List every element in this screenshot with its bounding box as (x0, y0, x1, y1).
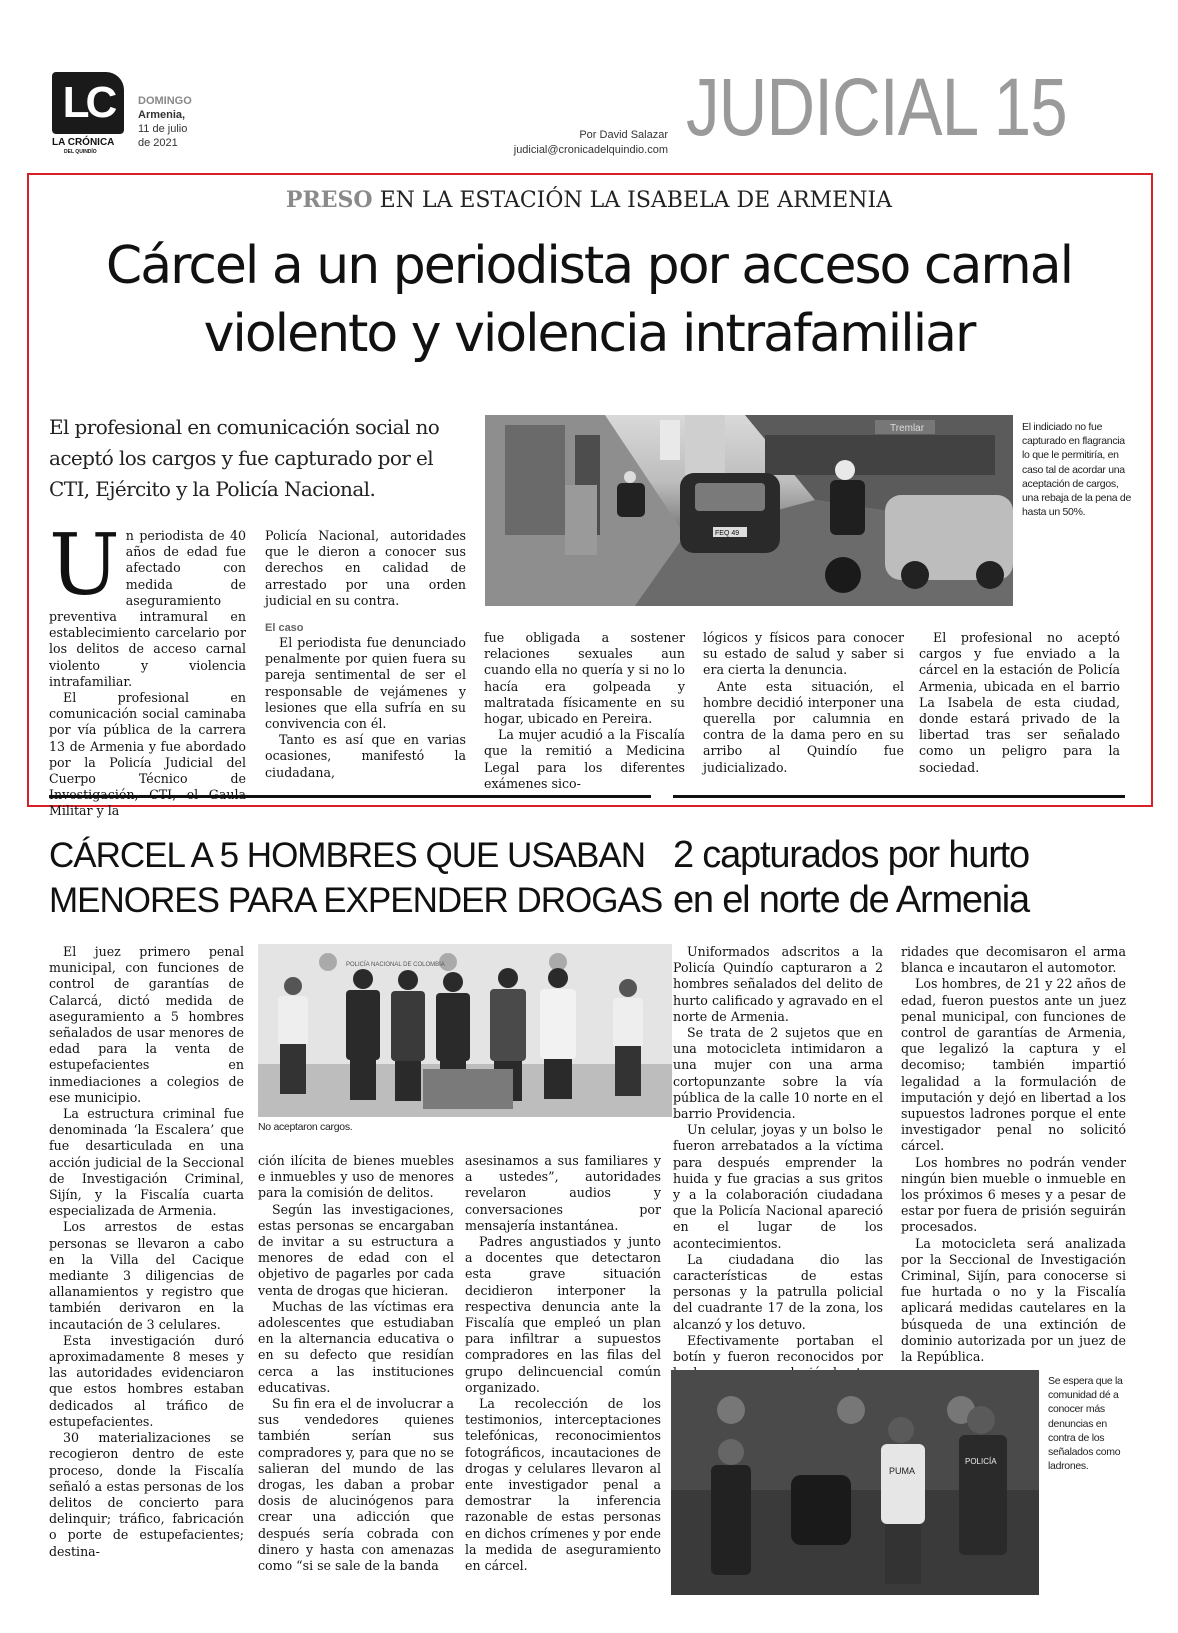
story2-col1-para3: Los arrestos de estas personas se llevaron a cabo en la Villa del Cacique mediante 3 diligencias de allanamientos y registro que también derivaron en la incautación de 3 celulares. (49, 1219, 244, 1332)
byline-email: judicial@cronicadelquindio.com (513, 144, 668, 156)
story3-col2-para4: La motocicleta será analizada por la Seccional de Investigación Criminal, Sijín, para conocerse si fue hurtada o no y la Fiscalía aplicará medidas cautelares en la búsqueda de una extinción de dominio autorizada por un juez de la República. (901, 1235, 1126, 1365)
street-photo-illustration (485, 415, 1013, 606)
main-deck: El profesional en comunicación social no aceptó los cargos y fue capturado por el CTI, Ejército y la Policía Nacional. (49, 415, 440, 501)
story2-col3-para2: Padres angustiados y junto a docentes que detectaron esta grave situación decidieron interponer la respectiva denuncia ante la Fiscalía que empleó un plan para infiltrar a supuestos compradores en las filas del grupo delincuencial común organizado. (465, 1234, 661, 1395)
story3-col2-para1: ridades que decomisaron el arma blanca e incautaron el automotor. (901, 944, 1126, 976)
main-headline (40, 232, 1138, 368)
dateline-city: Armenia, (138, 109, 186, 121)
story3-headline (673, 833, 1143, 923)
street-photo (485, 415, 1013, 606)
arrest-photo-2-caption: Se espera que la comunidad dé a conocer más denuncias en contra de los señalados como ladrones. (1048, 1375, 1123, 1473)
arrest-photo-2 (671, 1370, 1039, 1595)
divider-left (49, 795, 651, 798)
story3-headline-line1: 2 capturados por hurto (673, 834, 1029, 876)
story3-col1-para5: Efectivamente portaban el botín y fueron reconocidos por (673, 1332, 883, 1365)
main-column-1 (49, 516, 246, 820)
main-col1-para1: n periodista de 40 años de edad fue afectado con medida de aseguramiento preventiva intramural en establecimiento carcelario por los delitos de acceso carnal violento y violencia intrafamiliar. (49, 528, 246, 689)
shirt-text: PUMA (889, 1466, 916, 1476)
police-vest-text: POLICÍA (965, 1457, 997, 1466)
newspaper-logo: LC (52, 72, 124, 134)
section-title: JUDICIAL 15 (686, 62, 1067, 153)
story2-col2-para4: Su fin era el de involucrar a sus vendedores quienes también serían sus compradores y, para que no se salieran del mundo de las drogas, les daban a probar dosis de alucinógenos para crear una adicción que después sería cobrada con dinero y hasta con amenazas como “si se sale de la banda (258, 1396, 454, 1574)
main-col3-para1: fue obligada a sostener relaciones sexuales aun cuando ella no quería y si no lo hacía era golpeada y maltratada físicamente en su hogar, ubicado en Pereira. (484, 630, 685, 727)
dateline (138, 94, 192, 150)
main-col5-para1: El profesional no aceptó cargos y fue enviado a la cárcel en la estación de Policía Armenia, ubicada en el barrio La Isabela de esta ciudad, donde estará privado de la libertad tras ser señalado como un peligro para la sociedad. (919, 630, 1120, 775)
story2-column-3 (465, 1153, 661, 1574)
byline (514, 128, 668, 158)
newspaper-subname: DEL QUINDÍO (64, 149, 97, 155)
story2-col2-para3: Muchas de las víctimas era adolescentes que estudiaban en la alternancia educativa o en su defecto que residían cerca a las instituciones educativas. (258, 1298, 454, 1395)
story2-col1-para1: El juez primero penal municipal, con funciones de control de garantías de Calarcá, dictó medida de aseguramiento a 5 hombres señalados de usar menores de edad para la venta de estupefacientes en inmediaciones a colegios de ese municipio. (49, 944, 244, 1105)
story2-col2-para1: ción ilícita de bienes muebles e inmuebles y uso de menores para la comisión de delitos. (258, 1153, 454, 1201)
story2-headline (49, 833, 669, 923)
main-col4-para1: lógicos y físicos para conocer su estado de salud y saber si era cierta la denuncia. (703, 630, 904, 678)
license-plate: FEQ 49 (715, 530, 740, 537)
story3-col2-para3: Los hombres no podrán vender ningún bien mueble o inmueble en los próximos 6 meses y a pesar de estar por fuera de prisión seguirán procesados. (901, 1154, 1126, 1235)
main-col1-para2: El profesional en comunicación social caminaba por vía pública de la carrera 13 de Armenia y fue abordado por la Policía Judicial del Cuerpo Técnico de Militar y la (49, 690, 246, 819)
main-col2-para3: Tanto es así que en varias ocasiones, manifestó la ciudadana, (265, 732, 466, 780)
story2-col3-para3: La recolección de los testimonios, interceptaciones telefónicas, reconocimientos fotográficos, incautaciones de drogas y celulares llevaron al ente investigador penal a demostrar la inferencia razonable de estas personas en dichos crímenes y por ende la medida de aseguramiento en cárcel. (465, 1396, 661, 1574)
main-headline-line2: violento y violencia intrafamiliar (203, 304, 975, 364)
story3-col1-para1: Uniformados adscritos a la Policía Quindío capturaron a 2 hombres señalados del delito de hurto calificado y agravado en el norte de Armenia. (673, 944, 883, 1024)
story3-headline-line2: en el norte de Armenia (673, 879, 1029, 921)
story3-column-1 (673, 944, 883, 1398)
shop-sign: Tremlar (890, 423, 925, 434)
story2-col1-para5: 30 materializaciones se recogieron dentro de este proceso, donde la Fiscalía señaló a estas personas de los delitos de concierto para delinquir; tráfico, fabricación o porte de estupefacientes; destina- (49, 1430, 244, 1559)
main-subhead-el-caso: El caso (265, 622, 304, 635)
street-photo-caption: El indiciado no fue capturado en flagrancia lo que le permitiría, en caso tal de acordar una aceptación de cargos, una rebaja de la pena de hasta un 50%. (1022, 421, 1131, 519)
main-col2-para1: Policía Nacional, autoridades que le dieron a conocer sus derechos en calidad de arrestado por una orden judicial en su contra. (265, 528, 466, 608)
kicker-text: EN LA ESTACIÓN LA ISABELA DE ARMENIA (372, 188, 893, 213)
story2-column-1 (49, 944, 244, 1560)
story3-col1-para3: Un celular, joyas y un bolso le fueron arrebatados a la víctima para después emprender la huida y fue gracias a sus gritos y a la colaboración ciudadana que la Policía Nacional apareció en el lugar de los acontecimientos. (673, 1122, 883, 1251)
kicker-bold: PRESO (285, 187, 373, 213)
arrest-photo-1-illustration (258, 944, 672, 1117)
arrest-photo-1-caption: No aceptaron cargos. (258, 1121, 353, 1133)
byline-author: Por David Salazar (579, 129, 668, 141)
newspaper-name: LA CRÓNICA (52, 137, 115, 148)
story2-col2-para2: Según las investigaciones, estas personas se encargaban de invitar a su estructura a menores de edad con el objetivo de pagarles por cada venta de drogas que hicieran. (258, 1201, 454, 1298)
main-col4-para2: Ante esta situación, el hombre decidió interponer una querella por calumnia en contra de la dama pero en su arribo al Quindío fue judicializado. (703, 678, 904, 775)
story2-col1-para4: Esta investigación duró aproximadamente 8 meses y las autoridades evidenciaron que estos hombres estaban dedicados al tráfico de estupefacientes. (49, 1332, 244, 1429)
story3-column-2 (901, 944, 1126, 1365)
dropcap: U (49, 516, 120, 614)
main-column-3 (484, 630, 685, 792)
story2-column-2 (258, 1153, 454, 1574)
story2-col1-para2: La estructura criminal fue denominada ‘la Escalera’ que fue desarticulada en una acción judicial de la Seccional de Investigación Criminal, Sijín, y la Fiscalía cuarta especializada de Armenia. (49, 1106, 244, 1219)
main-column-4 (703, 630, 904, 776)
dateline-date: 11 de julio (138, 123, 188, 135)
arrest-photo-1 (258, 944, 672, 1117)
story3-col1-para2: Se trata de 2 sujetos que en una motocicleta intimidaron a una mujer con una arma cortopunzante sobre la vía pública de la calle 10 norte en el barrio Providencia. (673, 1025, 883, 1122)
main-column-5 (919, 630, 1120, 776)
dateline-year: de 2021 (138, 137, 178, 149)
main-headline-line1: Cárcel a un periodista por acceso carnal (105, 236, 1073, 296)
story2-col3-para1: asesinamos a sus familiares y a ustedes”, autoridades revelaron audios y conversaciones por mensajería instantánea. (465, 1153, 661, 1233)
story2-headline-line2: MENORES PARA EXPENDER DROGAS (49, 881, 663, 920)
main-column-2 (265, 528, 466, 781)
main-kicker (0, 187, 1178, 213)
dateline-day: DOMINGO (138, 95, 192, 107)
main-col3-para2: La mujer acudió a la Fiscalía que la remitió a Medicina Legal para los diferentes exámenes sico- (484, 727, 685, 791)
story3-col2-para2: Los hombres, de 21 y 22 años de edad, fueron puestos ante un juez penal municipal, con funciones de control de garantías de Armenia, que legalizó la captura y el decomiso; también impartió legalidad a la formulación de imputación y dejó en libertad a los supuestos ladrones porque el ente investigador penal no solicitó cárcel. (901, 976, 1126, 1154)
story2-headline-line1: CÁRCEL A 5 HOMBRES QUE USABAN (49, 836, 645, 875)
story3-col1-para4: La ciudadana dio las características de estas personas y la patrulla policial del cuadrante 17 de la zona, los alcanzó y los detuvo. (673, 1251, 883, 1332)
divider-right (673, 795, 1125, 798)
backdrop-text: POLICÍA NACIONAL DE COLOMBIA (346, 962, 445, 968)
main-col2-para2: El periodista fue denunciado penalmente por quien fuera su pareja sentimental de ser el responsable de vejámenes y lesiones que ella sufría en su convivencia con él. (265, 635, 466, 732)
arrest-photo-2-illustration (671, 1370, 1039, 1595)
